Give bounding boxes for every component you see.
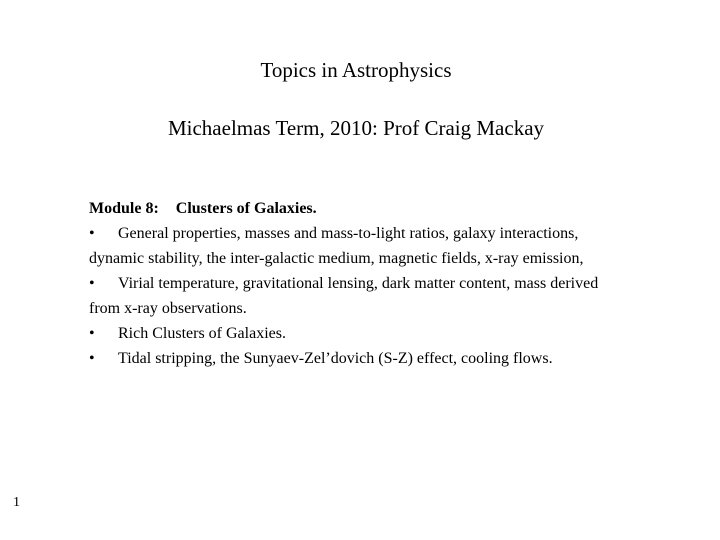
bullet-text: Virial temperature, gravitational lensing, dark matter content, mass derived: [118, 275, 599, 292]
slide-title: Topics in Astrophysics: [260, 58, 452, 82]
bullet-text: General properties, masses and mass-to-light ratios, galaxy interactions,: [118, 225, 579, 242]
slide-body: [89, 196, 689, 371]
bullet-text: Rich Clusters of Galaxies.: [118, 325, 286, 342]
bullet-item-2-continuation: from x-ray observations.: [89, 300, 247, 317]
module-heading: [89, 196, 689, 221]
module-title: Clusters of Galaxies.: [175, 200, 317, 217]
bullet-icon: •: [89, 350, 95, 367]
bullet-item-2: [89, 271, 689, 296]
page-number: 1: [13, 495, 20, 510]
bullet-icon: •: [89, 225, 95, 242]
slide-subtitle: Michaelmas Term, 2010: Prof Craig Mackay: [167, 116, 545, 140]
bullet-item-1: [89, 221, 689, 246]
bullet-item-4: [89, 346, 689, 371]
bullet-item-1-continuation: dynamic stability, the inter-galactic medium, magnetic fields, x-ray emission,: [89, 250, 584, 267]
module-label: Module 8:: [89, 200, 159, 217]
bullet-text: Tidal stripping, the Sunyaev-Zel’dovich (S-Z) effect, cooling flows.: [118, 350, 553, 367]
bullet-item-3: [89, 321, 689, 346]
bullet-icon: •: [89, 325, 95, 342]
bullet-icon: •: [89, 275, 95, 292]
